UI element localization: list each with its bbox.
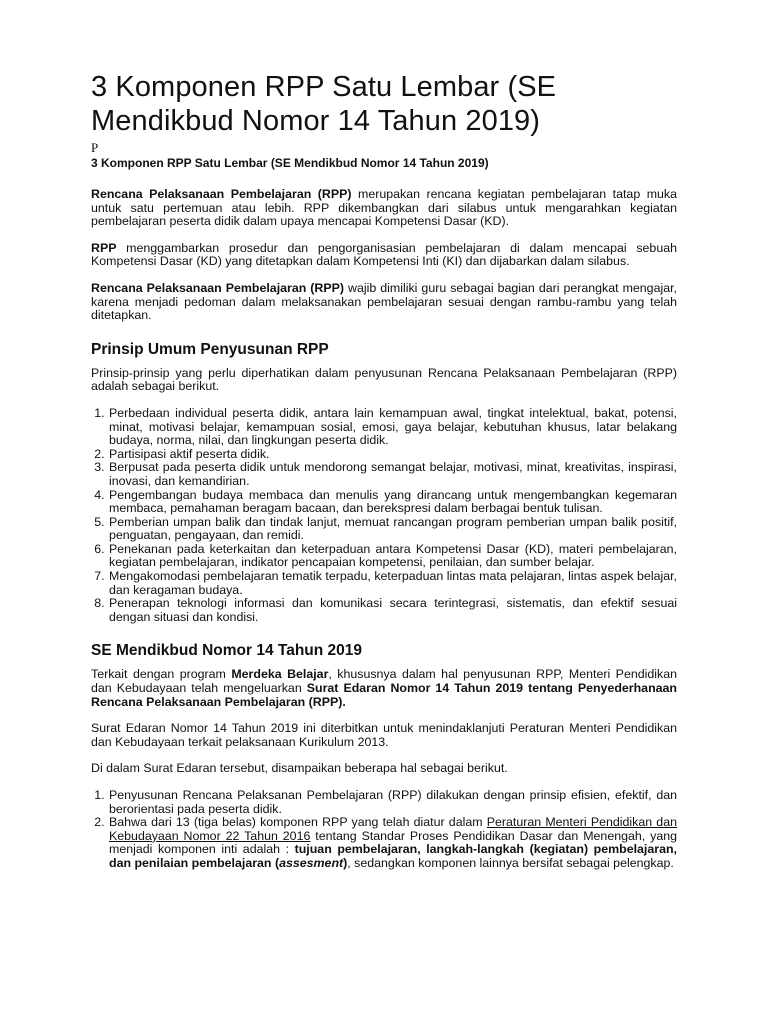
paragraph-merdeka-belajar xyxy=(91,668,677,709)
rpp-term: RPP xyxy=(91,240,117,255)
paragraph-rpp-description xyxy=(91,242,677,269)
list-item: 8. Penerapan teknologi informasi dan komunikasi secara terintegrasi, sistematis, dan efektif sesuai dengan situasi dan kondisi. xyxy=(108,597,677,624)
section-heading-principles: Prinsip Umum Penyusunan RPP xyxy=(91,340,329,358)
paragraph-rpp-obligation xyxy=(91,282,677,323)
list-item: 2. Partisipasi aktif peserta didik. xyxy=(108,448,677,462)
paragraph-marker: P xyxy=(91,140,99,155)
paragraph-text: Terkait dengan program xyxy=(91,667,232,682)
paragraph-se-contents-intro: Di dalam Surat Edaran tersebut, disampaikan beberapa hal sebagai berikut. xyxy=(91,761,508,776)
paragraph-text: , khususnya dalam hal penyusunan RPP, Menteri Pendidikan dan Kebudayaan telah mengeluarkan xyxy=(91,667,677,696)
rpp-term: Rencana Pelaksanaan Pembelajaran (RPP) xyxy=(91,280,345,295)
paragraph-principles-intro: Prinsip-prinsip yang perlu diperhatikan dalam penyusunan Rencana Pelaksanaan Pembelajaran (RPP) adalah sebagai berikut. xyxy=(91,365,677,394)
section-heading-se-mendikbud: SE Mendikbud Nomor 14 Tahun 2019 xyxy=(91,642,363,660)
core-components-part: tujuan pembelajaran, langkah-langkah (kegiatan) pembelajaran, dan penilaian pembelajaran ( xyxy=(109,842,677,870)
assesment-term: assesment xyxy=(279,855,344,870)
paragraph-rpp-definition xyxy=(91,188,677,229)
list-item: 5. Pemberian umpan balik dan tindak lanjut, memuat rancangan program pemberian umpan balik positif, penguatan, pengayaan, dan remidi. xyxy=(108,516,677,543)
document-subtitle: 3 Komponen RPP Satu Lembar (SE Mendikbud Nomor 14 Tahun 2019) xyxy=(91,156,489,170)
core-components-part: ) xyxy=(343,855,348,870)
principles-list xyxy=(91,407,677,625)
permendikbud-link[interactable]: Peraturan Menteri Pendidikan dan Kebudayaan Nomor 22 Tahun 2016 xyxy=(109,815,677,843)
list-item-text: , sedangkan komponen lainnya bersifat sebagai pelengkap. xyxy=(347,855,674,870)
list-item: 1. Perbedaan individual peserta didik, antara lain kemampuan awal, tingkat intelektual, bakat, potensi, minat, motivasi belajar, kemampuan sosial, emosi, gaya belajar, kebutuhan khusus, latar belakang budaya, norma, nilai, dan lingkungan peserta didik. xyxy=(108,407,677,448)
paragraph-text: merupakan rencana kegiatan pembelajaran tatap muka untuk satu pertemuan atau lebih. RPP dikembangkan dari silabus untuk mengarahkan kegiatan pembelajaran peserta didik dalam upaya mencapai Kompetensi Dasar (KD). xyxy=(91,187,677,229)
se-points-list xyxy=(91,789,677,871)
list-item: 6. Penekanan pada keterkaitan dan keterpaduan antara Kompetensi Dasar (KD), materi pembelajaran, kegiatan pembelajaran, indikator pencapaian kompetensi, penilaian, dan sumber belajar. xyxy=(108,543,677,570)
merdeka-belajar-term: Merdeka Belajar xyxy=(231,667,329,682)
paragraph-text: menggambarkan prosedur dan pengorganisasian pembelajaran di dalam mencapai sebuah Kompetensi Dasar (KD) yang ditetapkan dalam Kompetensi Inti (KI) dan dijabarkan dalam silabus. xyxy=(91,240,677,269)
list-item xyxy=(108,816,677,870)
paragraph-text: wajib dimiliki guru sebagai bagian dari perangkat mengajar, karena menjadi pedoman dalam melaksanakan pembelajaran sesuai dengan rambu-rambu yang telah ditetapkan. xyxy=(91,280,677,323)
paragraph-se-purpose: Surat Edaran Nomor 14 Tahun 2019 ini diterbitkan untuk menindaklanjuti Peraturan Menteri Pendidikan dan Kebudayaan terkait pelaksanaan Kurikulum 2013. xyxy=(91,721,677,749)
list-item: 1. Penyusunan Rencana Pelaksanan Pembelajaran (RPP) dilakukan dengan prinsip efisien, efektif, dan berorientasi pada peserta didik. xyxy=(108,789,677,816)
document-title: 3 Komponen RPP Satu Lembar (SE Mendikbud Nomor 14 Tahun 2019) xyxy=(91,71,557,137)
list-item: 7. Mengakomodasi pembelajaran tematik terpadu, keterpaduan lintas mata pelajaran, lintas aspek belajar, dan keragaman budaya. xyxy=(108,570,677,597)
list-item: 3. Berpusat pada peserta didik untuk mendorong semangat belajar, motivasi, minat, kreativitas, inspirasi, inovasi, dan kemandirian. xyxy=(108,461,677,488)
surat-edaran-term: Surat Edaran Nomor 14 Tahun 2019 tentang Penyederhanaan Rencana Pelaksanaan Pembelajaran (RPP). xyxy=(91,681,677,709)
list-item-text: tentang Standar Proses Pendidikan Dasar dan Menengah, yang menjadi komponen inti adalah : xyxy=(109,828,678,857)
rpp-term: Rencana Pelaksanaan Pembelajaran (RPP) xyxy=(91,187,352,201)
list-item: 4. Pengembangan budaya membaca dan menulis yang dirancang untuk mengembangkan kegemaran membaca, pemahaman beragam bacaan, dan berekspresi dalam berbagai bentuk tulisan. xyxy=(108,489,677,516)
list-item-text: Bahwa dari 13 (tiga belas) komponen RPP yang telah diatur dalam xyxy=(109,815,487,830)
